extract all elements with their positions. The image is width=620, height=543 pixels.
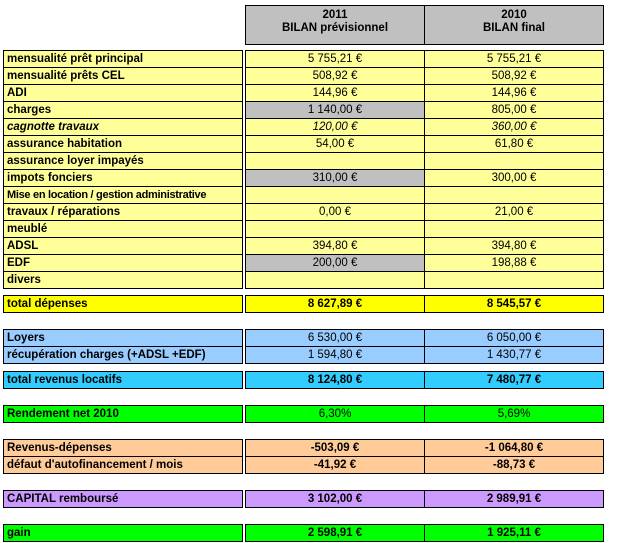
cell-2011[interactable]: 3 102,00 €: [246, 491, 425, 508]
cell-2011[interactable]: [246, 272, 425, 289]
cell-2011[interactable]: 200,00 €: [246, 255, 425, 272]
cell-2011[interactable]: 1 140,00 €: [246, 102, 425, 119]
cell-2011[interactable]: 144,96 €: [246, 85, 425, 102]
cell-2010[interactable]: 61,80 €: [425, 136, 604, 153]
cell-2011[interactable]: 2 598,91 €: [246, 525, 425, 542]
row-label[interactable]: divers: [4, 272, 243, 289]
cell-2010[interactable]: [425, 221, 604, 238]
capital-row: [4, 491, 620, 508]
row-label[interactable]: ADI: [4, 85, 243, 102]
cell-2011[interactable]: 394,80 €: [246, 238, 425, 255]
table-row: [4, 204, 620, 221]
row-label[interactable]: assurance habitation: [4, 136, 243, 153]
cell-2011[interactable]: 120,00 €: [246, 119, 425, 136]
table-row: [4, 272, 620, 289]
row-label[interactable]: assurance loyer impayés: [4, 153, 243, 170]
cell-2011[interactable]: 1 594,80 €: [246, 347, 425, 364]
row-label[interactable]: travaux / réparations: [4, 204, 243, 221]
cell-2011[interactable]: [246, 221, 425, 238]
row-label[interactable]: CAPITAL remboursé: [4, 491, 243, 508]
row-label[interactable]: Mise en location / gestion administrative: [4, 187, 243, 204]
row-label[interactable]: Revenus-dépenses: [4, 440, 243, 457]
cell-2011[interactable]: 0,00 €: [246, 204, 425, 221]
cell-2010[interactable]: 394,80 €: [425, 238, 604, 255]
cell-2011[interactable]: 508,92 €: [246, 68, 425, 85]
table-row: [4, 102, 620, 119]
cell-2010[interactable]: 144,96 €: [425, 85, 604, 102]
row-label[interactable]: récupération charges (+ADSL +EDF): [4, 347, 243, 364]
cell-2011[interactable]: 8 124,80 €: [246, 372, 425, 389]
table-row: [4, 119, 620, 136]
table-row: [4, 238, 620, 255]
row-label[interactable]: mensualité prêts CEL: [4, 68, 243, 85]
header-col-2010[interactable]: [425, 6, 604, 45]
cell-2011[interactable]: 6 530,00 €: [246, 330, 425, 347]
gain-row: [4, 525, 620, 542]
cell-2010[interactable]: -1 064,80 €: [425, 440, 604, 457]
cell-2011[interactable]: 8 627,89 €: [246, 296, 425, 313]
cell-2011[interactable]: [246, 153, 425, 170]
table-row: [4, 440, 620, 457]
cell-2010[interactable]: 198,88 €: [425, 255, 604, 272]
header-col-2011[interactable]: [246, 6, 425, 45]
cell-2010[interactable]: [425, 187, 604, 204]
header-year-2010: 2010: [501, 9, 527, 21]
row-label[interactable]: gain: [4, 525, 243, 542]
cell-2011[interactable]: [246, 187, 425, 204]
row-label[interactable]: total dépenses: [4, 296, 243, 313]
row-label[interactable]: total revenus locatifs: [4, 372, 243, 389]
row-label[interactable]: meublé: [4, 221, 243, 238]
cell-2010[interactable]: 1 430,77 €: [425, 347, 604, 364]
cell-2010[interactable]: 5 755,21 €: [425, 51, 604, 68]
header-title-previsionnel: BILAN prévisionnel: [281, 22, 389, 34]
cell-2010[interactable]: 21,00 €: [425, 204, 604, 221]
cell-2010[interactable]: 1 925,11 €: [425, 525, 604, 542]
header-row: [4, 6, 620, 45]
cell-2010[interactable]: [425, 153, 604, 170]
header-year-2011: 2011: [322, 9, 348, 21]
yield-row: [4, 406, 620, 423]
row-label[interactable]: cagnotte travaux: [4, 119, 243, 136]
table-row: [4, 221, 620, 238]
row-label[interactable]: impots fonciers: [4, 170, 243, 187]
cell-2010[interactable]: 2 989,91 €: [425, 491, 604, 508]
cell-2010[interactable]: 300,00 €: [425, 170, 604, 187]
row-label[interactable]: Rendement net 2010: [4, 406, 243, 423]
table-row: [4, 187, 620, 204]
budget-table: [3, 5, 620, 542]
cell-2011[interactable]: -41,92 €: [246, 457, 425, 474]
table-row: [4, 347, 620, 364]
table-row: [4, 170, 620, 187]
cell-2010[interactable]: -88,73 €: [425, 457, 604, 474]
cell-2011[interactable]: 5 755,21 €: [246, 51, 425, 68]
row-label[interactable]: mensualité prêt principal: [4, 51, 243, 68]
row-label[interactable]: défaut d'autofinancement / mois: [4, 457, 243, 474]
row-label[interactable]: ADSL: [4, 238, 243, 255]
table-row: [4, 153, 620, 170]
table-row: [4, 457, 620, 474]
table-row: [4, 255, 620, 272]
cell-2011[interactable]: 54,00 €: [246, 136, 425, 153]
row-label[interactable]: Loyers: [4, 330, 243, 347]
cell-2010[interactable]: 805,00 €: [425, 102, 604, 119]
table-row: [4, 51, 620, 68]
table-row: [4, 85, 620, 102]
total-income-row: [4, 372, 620, 389]
cell-2011[interactable]: -503,09 €: [246, 440, 425, 457]
cell-2010[interactable]: 5,69%: [425, 406, 604, 423]
cell-2010[interactable]: 508,92 €: [425, 68, 604, 85]
cell-2011[interactable]: 6,30%: [246, 406, 425, 423]
cell-2010[interactable]: [425, 272, 604, 289]
table-row: [4, 330, 620, 347]
total-expenses-row: [4, 296, 620, 313]
cell-2010[interactable]: 6 050,00 €: [425, 330, 604, 347]
cell-2011[interactable]: 310,00 €: [246, 170, 425, 187]
row-label[interactable]: EDF: [4, 255, 243, 272]
table-row: [4, 136, 620, 153]
header-title-final: BILAN final: [483, 22, 545, 34]
cell-2010[interactable]: 7 480,77 €: [425, 372, 604, 389]
cell-2010[interactable]: 360,00 €: [425, 119, 604, 136]
table-row: [4, 68, 620, 85]
row-label[interactable]: charges: [4, 102, 243, 119]
cell-2010[interactable]: 8 545,57 €: [425, 296, 604, 313]
